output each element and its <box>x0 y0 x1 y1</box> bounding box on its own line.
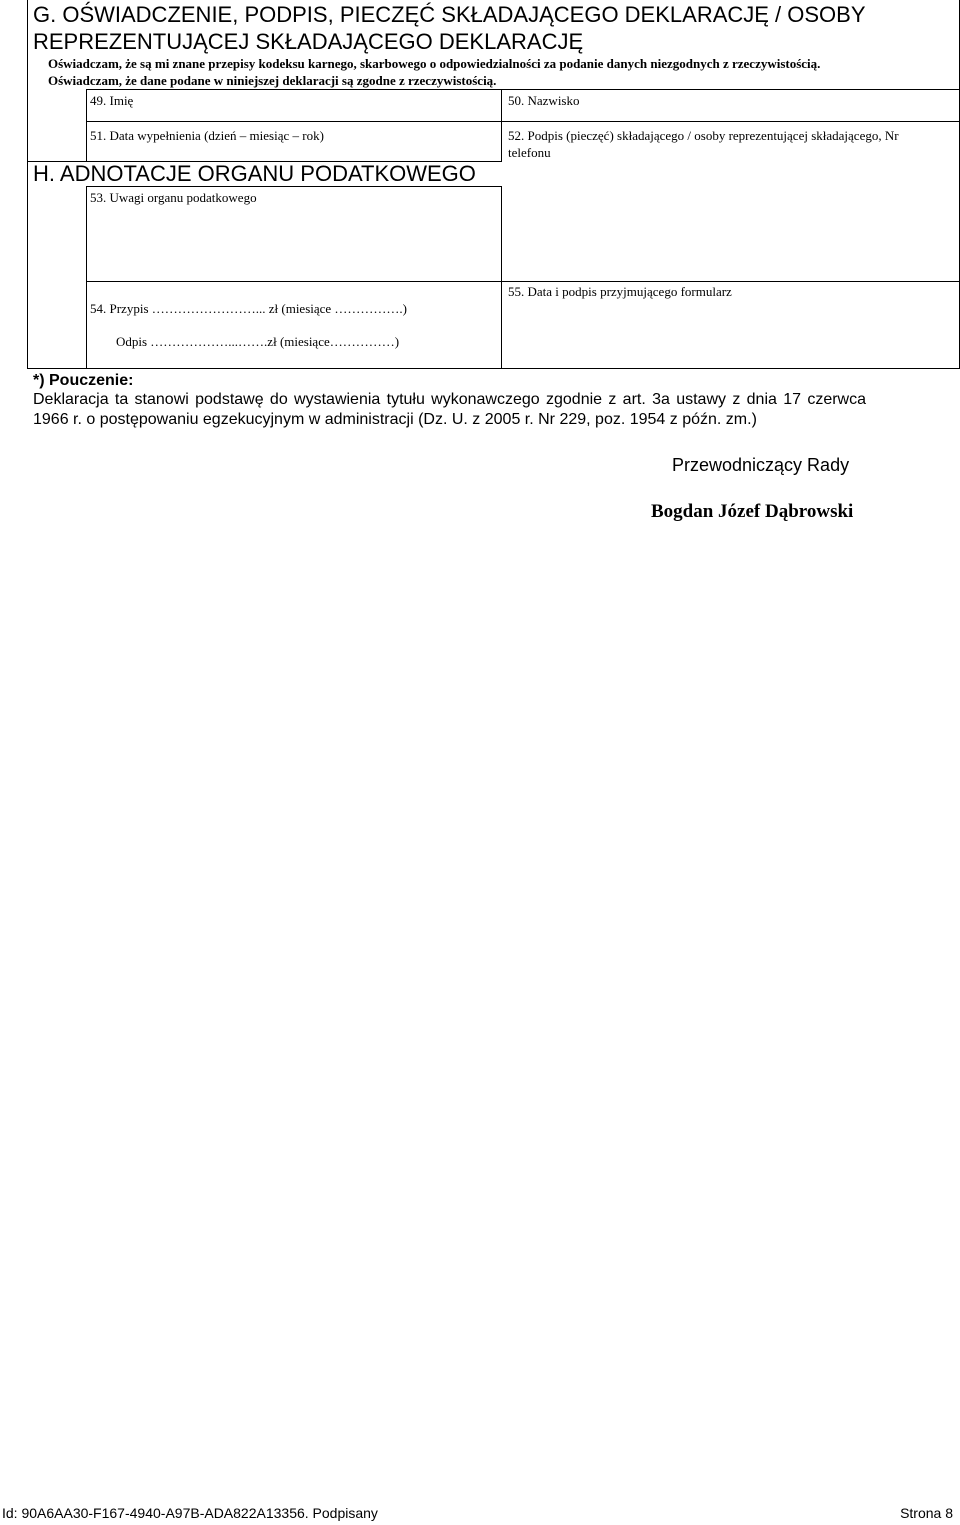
chairman-name: Bogdan Józef Dąbrowski <box>651 501 854 522</box>
field-49-box[interactable] <box>86 89 502 121</box>
field-52-box[interactable] <box>502 121 960 281</box>
field-54-box[interactable] <box>86 281 502 369</box>
field-54-przypis: 54. Przypis ……………………... zł (miesiące …………….) <box>90 301 408 316</box>
declaration-line1: Oświadczam, że są mi znane przepisy kodeksu karnego, skarbowego o odpowiedzialności za podanie danych niezgodnych z rzeczywistością. <box>48 56 821 71</box>
field-52-label-line1: 52. Podpis (pieczęć) składającego / osoby reprezentującej składającego, Nr <box>508 128 899 143</box>
section-h-title: H. ADNOTACJE ORGANU PODATKOWEGO <box>33 161 476 186</box>
field-49-label: 49. Imię <box>90 93 134 108</box>
note-title: *) Pouczenie: <box>33 372 134 389</box>
field-50-label: 50. Nazwisko <box>508 93 580 108</box>
field-54-odpis: Odpis ………………...…….zł (miesiące……………) <box>116 334 400 349</box>
declaration-line2: Oświadczam, że dane podane w niniejszej deklaracji są zgodne z rzeczywistością. <box>48 73 497 88</box>
footer-document-id: Id: 90A6AA30-F167-4940-A97B-ADA822A13356. Podpisany <box>2 1505 378 1521</box>
chairman-title: Przewodniczący Rady <box>672 455 850 475</box>
section-g-title-line1: G. OŚWIADCZENIE, PODPIS, PIECZĘĆ SKŁADAJĄCEGO DEKLARACJĘ / OSOBY <box>33 2 866 27</box>
note-text: Deklaracja ta stanowi podstawę do wystawienia tytułu wykonawczego zgodnie z art. 3a ustawy z dnia 17 czerwca 1966 r. o postępowaniu egzekucyjnym w administracji (Dz. U. z 2005 r. Nr 229, poz. 1954 z późn. zm.) <box>33 391 866 428</box>
section-g-title-line2: REPREZENTUJĄCEJ SKŁADAJĄCEGO DEKLARACJĘ <box>33 29 584 54</box>
field-52-label-line2: telefonu <box>508 145 551 160</box>
field-53-label: 53. Uwagi organu podatkowego <box>90 190 257 205</box>
field-55-label: 55. Data i podpis przyjmującego formularz <box>508 284 732 299</box>
footer-page-number: Strona 8 <box>900 1505 953 1521</box>
field-51-label: 51. Data wypełnienia (dzień – miesiąc – rok) <box>90 128 324 143</box>
